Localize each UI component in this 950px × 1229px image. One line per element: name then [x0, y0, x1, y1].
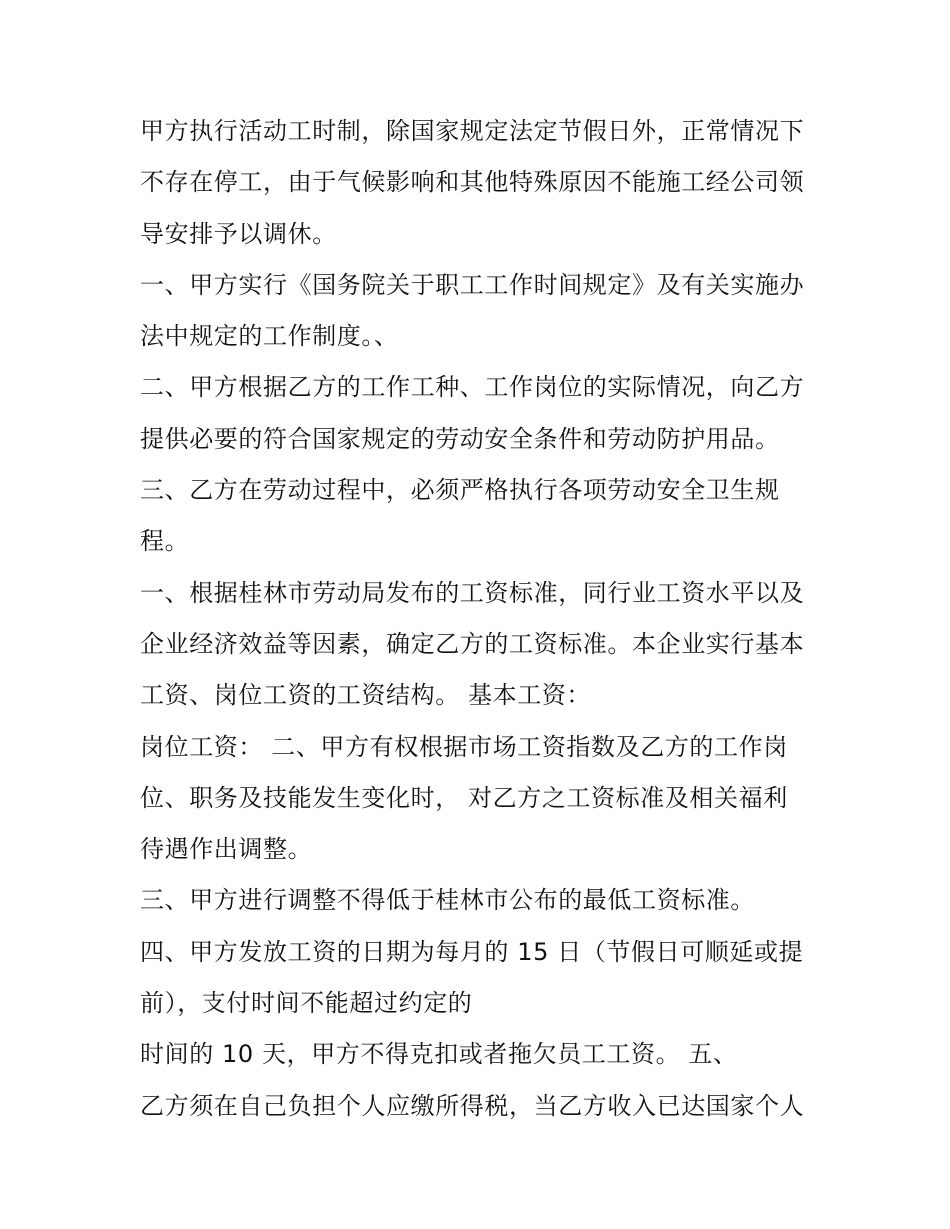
text-line: 前），支付时间不能超过约定的 [140, 989, 473, 1018]
text-line: 四、甲方发放工资的日期为每月的 15 日（节假日可顺延或提 [140, 937, 804, 966]
text-line: 三、甲方进行调整不得低于桂林市公布的最低工资标准。 [140, 886, 755, 915]
text-line: 岗位工资： 二、甲方有权根据市场工资指数及乙方的工作岗 [140, 732, 788, 761]
text-line: 程。 [140, 527, 190, 556]
text-line: 二、甲方根据乙方的工作工种、工作岗位的实际情况，向乙方 [140, 373, 805, 402]
text-line: 一、根据桂林市劳动局发布的工资标准，同行业工资水平以及 [140, 578, 805, 607]
text-line: 位、职务及技能发生变化时， 对乙方之工资标准及相关福利 [140, 783, 788, 812]
text-line: 法中规定的工作制度。、 [140, 322, 399, 351]
text-line: 提供必要的符合国家规定的劳动安全条件和劳动防护用品。 [140, 424, 780, 453]
text-line: 乙方须在自己负担个人应缴所得税，当乙方收入已达国家个人 [140, 1091, 805, 1120]
text-line: 工资、岗位工资的工资结构。 基本工资： [140, 681, 592, 710]
text-line: 时间的 10 天，甲方不得克扣或者拖欠员工工资。 五、 [140, 1040, 738, 1069]
text-line: 一、甲方实行《国务院关于职工工作时间规定》及有关实施办 [140, 270, 805, 299]
text-line: 企业经济效益等因素，确定乙方的工资标准。本企业实行基本 [140, 629, 805, 658]
text-line: 待遇作出调整。 [140, 835, 313, 864]
document-body [140, 106, 830, 1132]
text-line: 甲方执行活动工时制，除国家规定法定节假日外，正常情况下 [140, 117, 805, 145]
text-line: 三、乙方在劳动过程中，必须严格执行各项劳动安全卫生规 [140, 476, 780, 505]
text-line: 不存在停工，由于气候影响和其他特殊原因不能施工经公司领 [140, 168, 805, 197]
text-line: 导安排予以调休。 [140, 219, 337, 248]
